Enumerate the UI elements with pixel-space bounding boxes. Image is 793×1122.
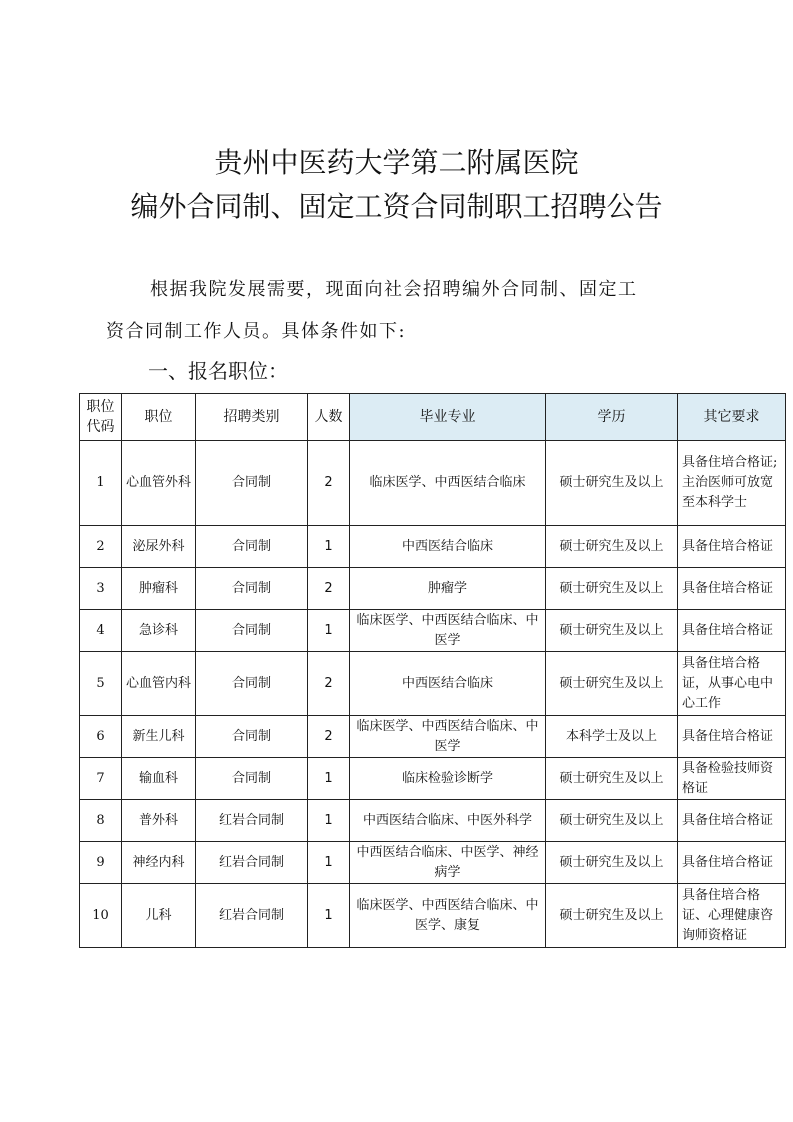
- cell-category: 红岩合同制: [196, 842, 308, 884]
- cell-major: 临床医学、中西医结合临床、中医学: [350, 716, 546, 758]
- cell-other: 具备住培合格证、心理健康咨询师资格证: [678, 884, 786, 948]
- intro-paragraph-line1: 根据我院发展需要，现面向社会招聘编外合同制、固定工: [150, 279, 638, 300]
- table-row: [80, 884, 786, 948]
- cell-other: 具备住培合格证: [678, 610, 786, 652]
- cell-position: 儿科: [122, 884, 196, 948]
- cell-other: 具备住培合格证;主治医师可放宽至本科学士: [678, 441, 786, 526]
- header-other: 其它要求: [678, 394, 786, 441]
- cell-count: 1: [308, 842, 350, 884]
- table-row: [80, 652, 786, 716]
- cell-major: 中西医结合临床、中医学、神经病学: [350, 842, 546, 884]
- cell-code: 1: [80, 441, 122, 526]
- table-row: [80, 716, 786, 758]
- cell-code: 6: [80, 716, 122, 758]
- cell-education: 本科学士及以上: [546, 716, 678, 758]
- cell-major: 肿瘤学: [350, 568, 546, 610]
- cell-code: 3: [80, 568, 122, 610]
- positions-table: [79, 393, 786, 948]
- cell-education: 硕士研究生及以上: [546, 526, 678, 568]
- cell-category: 红岩合同制: [196, 884, 308, 948]
- cell-major: 临床检验诊断学: [350, 758, 546, 800]
- cell-position: 输血科: [122, 758, 196, 800]
- cell-code: 2: [80, 526, 122, 568]
- cell-code: 10: [80, 884, 122, 948]
- header-major: 毕业专业: [350, 394, 546, 441]
- cell-other: 具备住培合格证: [678, 568, 786, 610]
- table-row: [80, 800, 786, 842]
- header-count: 人数: [308, 394, 350, 441]
- table-row: [80, 441, 786, 526]
- cell-code: 9: [80, 842, 122, 884]
- cell-count: 2: [308, 568, 350, 610]
- cell-category: 合同制: [196, 441, 308, 526]
- cell-education: 硕士研究生及以上: [546, 758, 678, 800]
- table-row: [80, 568, 786, 610]
- cell-education: 硕士研究生及以上: [546, 842, 678, 884]
- cell-education: 硕士研究生及以上: [546, 884, 678, 948]
- cell-position: 新生儿科: [122, 716, 196, 758]
- cell-position: 普外科: [122, 800, 196, 842]
- cell-category: 红岩合同制: [196, 800, 308, 842]
- header-position: 职位: [122, 394, 196, 441]
- header-code: 职位代码: [80, 394, 122, 441]
- cell-major: 中西医结合临床: [350, 652, 546, 716]
- table-header-row: [80, 394, 786, 441]
- document-title-line2: 编外合同制、固定工资合同制职工招聘公告: [130, 190, 663, 223]
- cell-major: 临床医学、中西医结合临床: [350, 441, 546, 526]
- cell-other: 具备检验技师资格证: [678, 758, 786, 800]
- cell-position: 急诊科: [122, 610, 196, 652]
- cell-other: 具备住培合格证: [678, 800, 786, 842]
- cell-count: 1: [308, 526, 350, 568]
- cell-count: 2: [308, 652, 350, 716]
- cell-education: 硕士研究生及以上: [546, 800, 678, 842]
- header-education: 学历: [546, 394, 678, 441]
- cell-count: 1: [308, 800, 350, 842]
- cell-other: 具备住培合格证: [678, 716, 786, 758]
- cell-major: 临床医学、中西医结合临床、中医学: [350, 610, 546, 652]
- cell-category: 合同制: [196, 758, 308, 800]
- cell-code: 7: [80, 758, 122, 800]
- cell-category: 合同制: [196, 716, 308, 758]
- cell-major: 中西医结合临床、中医外科学: [350, 800, 546, 842]
- cell-category: 合同制: [196, 568, 308, 610]
- cell-position: 神经内科: [122, 842, 196, 884]
- document-title-line1: 贵州中医药大学第二附属医院: [214, 146, 579, 179]
- cell-major: 临床医学、中西医结合临床、中医学、康复: [350, 884, 546, 948]
- cell-other: 具备住培合格证，从事心电中心工作: [678, 652, 786, 716]
- cell-code: 5: [80, 652, 122, 716]
- cell-education: 硕士研究生及以上: [546, 441, 678, 526]
- cell-count: 2: [308, 716, 350, 758]
- cell-code: 8: [80, 800, 122, 842]
- header-category: 招聘类别: [196, 394, 308, 441]
- cell-education: 硕士研究生及以上: [546, 610, 678, 652]
- cell-education: 硕士研究生及以上: [546, 568, 678, 610]
- cell-count: 1: [308, 758, 350, 800]
- cell-position: 心血管内科: [122, 652, 196, 716]
- cell-category: 合同制: [196, 652, 308, 716]
- cell-major: 中西医结合临床: [350, 526, 546, 568]
- cell-category: 合同制: [196, 610, 308, 652]
- cell-count: 2: [308, 441, 350, 526]
- cell-position: 泌尿外科: [122, 526, 196, 568]
- section-heading-positions: 一、报名职位：: [148, 359, 288, 383]
- cell-code: 4: [80, 610, 122, 652]
- cell-count: 1: [308, 610, 350, 652]
- intro-paragraph-line2: 资合同制工作人员。具体条件如下:: [106, 321, 407, 342]
- cell-other: 具备住培合格证: [678, 526, 786, 568]
- cell-position: 心血管外科: [122, 441, 196, 526]
- table-row: [80, 842, 786, 884]
- cell-education: 硕士研究生及以上: [546, 652, 678, 716]
- cell-position: 肿瘤科: [122, 568, 196, 610]
- table-row: [80, 758, 786, 800]
- cell-category: 合同制: [196, 526, 308, 568]
- table-row: [80, 526, 786, 568]
- cell-other: 具备住培合格证: [678, 842, 786, 884]
- table-row: [80, 610, 786, 652]
- cell-count: 1: [308, 884, 350, 948]
